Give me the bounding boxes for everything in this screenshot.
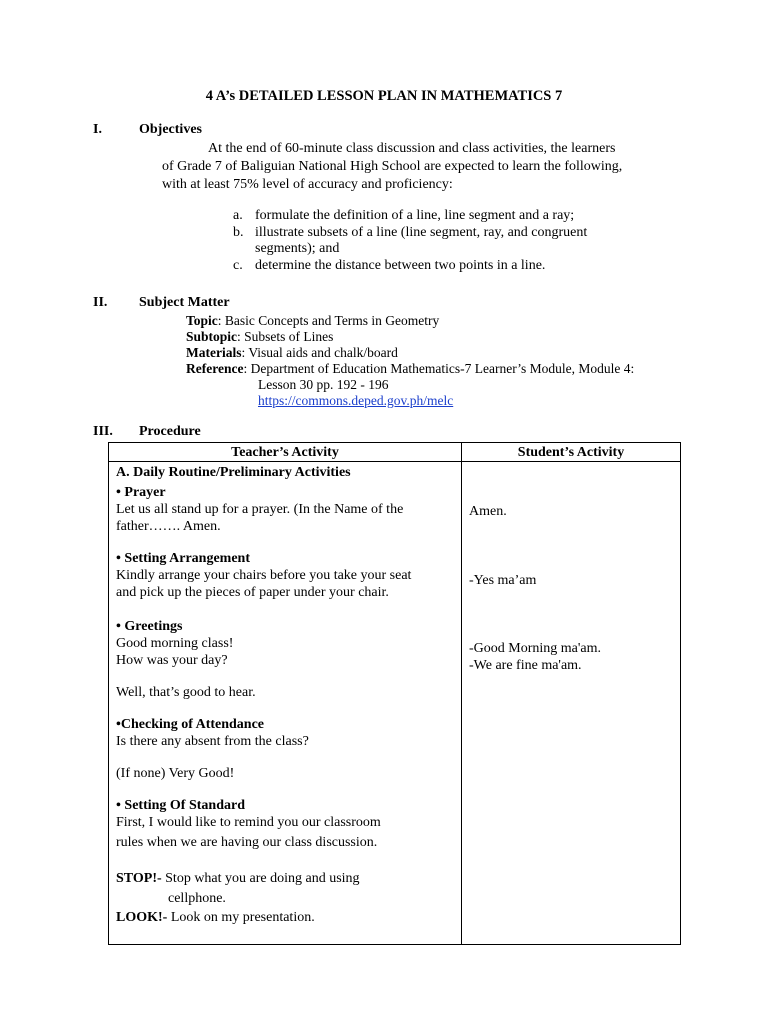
objective-letter: a. <box>233 208 243 223</box>
objective-item-c <box>233 258 653 275</box>
section-number-procedure: III. <box>93 424 113 439</box>
student-activity-cell <box>462 462 681 945</box>
section-number-objectives: I. <box>93 122 102 137</box>
objectives-intro-line3: with at least 75% level of accuracy and proficiency: <box>162 177 453 192</box>
seating-line2: and pick up the pieces of paper under your chair. <box>116 585 389 600</box>
objectives-list <box>233 208 653 274</box>
objective-item-b <box>233 225 653 258</box>
student-good-morning: -Good Morning ma'am. <box>469 641 602 656</box>
subtopic-row <box>186 329 706 345</box>
student-activity-header: Student’s Activity <box>462 443 681 462</box>
reference-continuation: Lesson 30 pp. 192 - 196 <box>258 377 389 392</box>
attendance-line1: Is there any absent from the class? <box>116 734 309 749</box>
objective-text: determine the distance between two points in a line. <box>255 257 546 273</box>
document-title: 4 A’s DETAILED LESSON PLAN IN MATHEMATICS 7 <box>205 88 563 104</box>
look-label: LOOK!- <box>116 910 168 925</box>
attendance-heading: •Checking of Attendance <box>116 717 265 732</box>
student-fine: -We are fine ma'am. <box>469 658 582 673</box>
seating-block <box>116 550 451 601</box>
materials-label: Materials <box>186 345 242 360</box>
stop-text: Stop what you are doing and using <box>161 871 360 886</box>
attendance-block <box>116 716 451 750</box>
prayer-line2: father……. Amen. <box>116 519 221 534</box>
standard-heading: • Setting Of Standard <box>116 798 245 813</box>
section-title-procedure: Procedure <box>139 424 201 439</box>
standard-block <box>116 797 451 831</box>
objectives-intro-line2: of Grade 7 of Baliguian National High School are expected to learn the following, <box>162 159 623 174</box>
reference-link[interactable]: https://commons.deped.gov.ph/melc <box>258 393 454 408</box>
greetings-heading: • Greetings <box>116 619 183 634</box>
topic-value: : Basic Concepts and Terms in Geometry <box>217 313 440 328</box>
section-title-subject-matter: Subject Matter <box>139 295 230 310</box>
greetings-line1: Good morning class! <box>116 636 234 651</box>
teacher-activity-header: Teacher’s Activity <box>109 443 462 462</box>
reference-row <box>186 361 706 377</box>
objective-letter: c. <box>233 257 243 273</box>
objective-text: formulate the definition of a line, line segment and a ray; <box>255 208 575 223</box>
stop-text-cont: cellphone. <box>168 891 226 906</box>
greetings-line2: How was your day? <box>116 653 228 668</box>
section-title-objectives: Objectives <box>139 122 202 137</box>
subtopic-label: Subtopic <box>186 329 238 344</box>
section-number-subject-matter: II. <box>93 295 108 310</box>
reference-label: Reference <box>186 361 244 376</box>
reference-value: : Department of Education Mathematics-7 Learner’s Module, Module 4: <box>243 361 635 376</box>
objectives-intro-line1: At the end of 60-minute class discussion and class activities, the learners <box>208 141 616 156</box>
greetings-response: Well, that’s good to hear. <box>116 685 256 700</box>
look-rule <box>116 909 451 926</box>
preliminary-heading: A. Daily Routine/Preliminary Activities <box>116 465 351 480</box>
seating-heading: • Setting Arrangement <box>116 551 250 566</box>
subtopic-value: : Subsets of Lines <box>237 329 334 344</box>
standard-line1: First, I would like to remind you our classroom <box>116 815 381 830</box>
objective-item-a <box>233 208 653 225</box>
materials-value: : Visual aids and chalk/board <box>241 345 398 360</box>
standard-line2: rules when we are having our class discussion. <box>116 835 378 850</box>
student-yes: -Yes ma’am <box>469 573 537 588</box>
objective-letter: b. <box>233 224 244 240</box>
prayer-heading: • Prayer <box>116 485 166 500</box>
materials-row <box>186 345 706 361</box>
topic-label: Topic <box>186 313 218 328</box>
subject-matter-details <box>186 313 706 409</box>
stop-label: STOP!- <box>116 871 162 886</box>
look-text: Look on my presentation. <box>167 910 315 925</box>
greetings-block <box>116 618 451 669</box>
teacher-activity-cell <box>109 462 462 945</box>
attendance-response: (If none) Very Good! <box>116 766 235 781</box>
prayer-block <box>116 484 451 535</box>
topic-row <box>186 313 706 329</box>
objectives-intro <box>162 140 682 194</box>
seating-line1: Kindly arrange your chairs before you take your seat <box>116 568 412 583</box>
objective-text: illustrate subsets of a line (line segment, ray, and congruent segments); and <box>255 224 588 256</box>
prayer-line1: Let us all stand up for a prayer. (In the Name of the <box>116 502 404 517</box>
stop-rule <box>116 870 451 887</box>
student-amen: Amen. <box>469 504 507 519</box>
procedure-table <box>108 442 681 945</box>
reference-link-row <box>186 393 706 409</box>
